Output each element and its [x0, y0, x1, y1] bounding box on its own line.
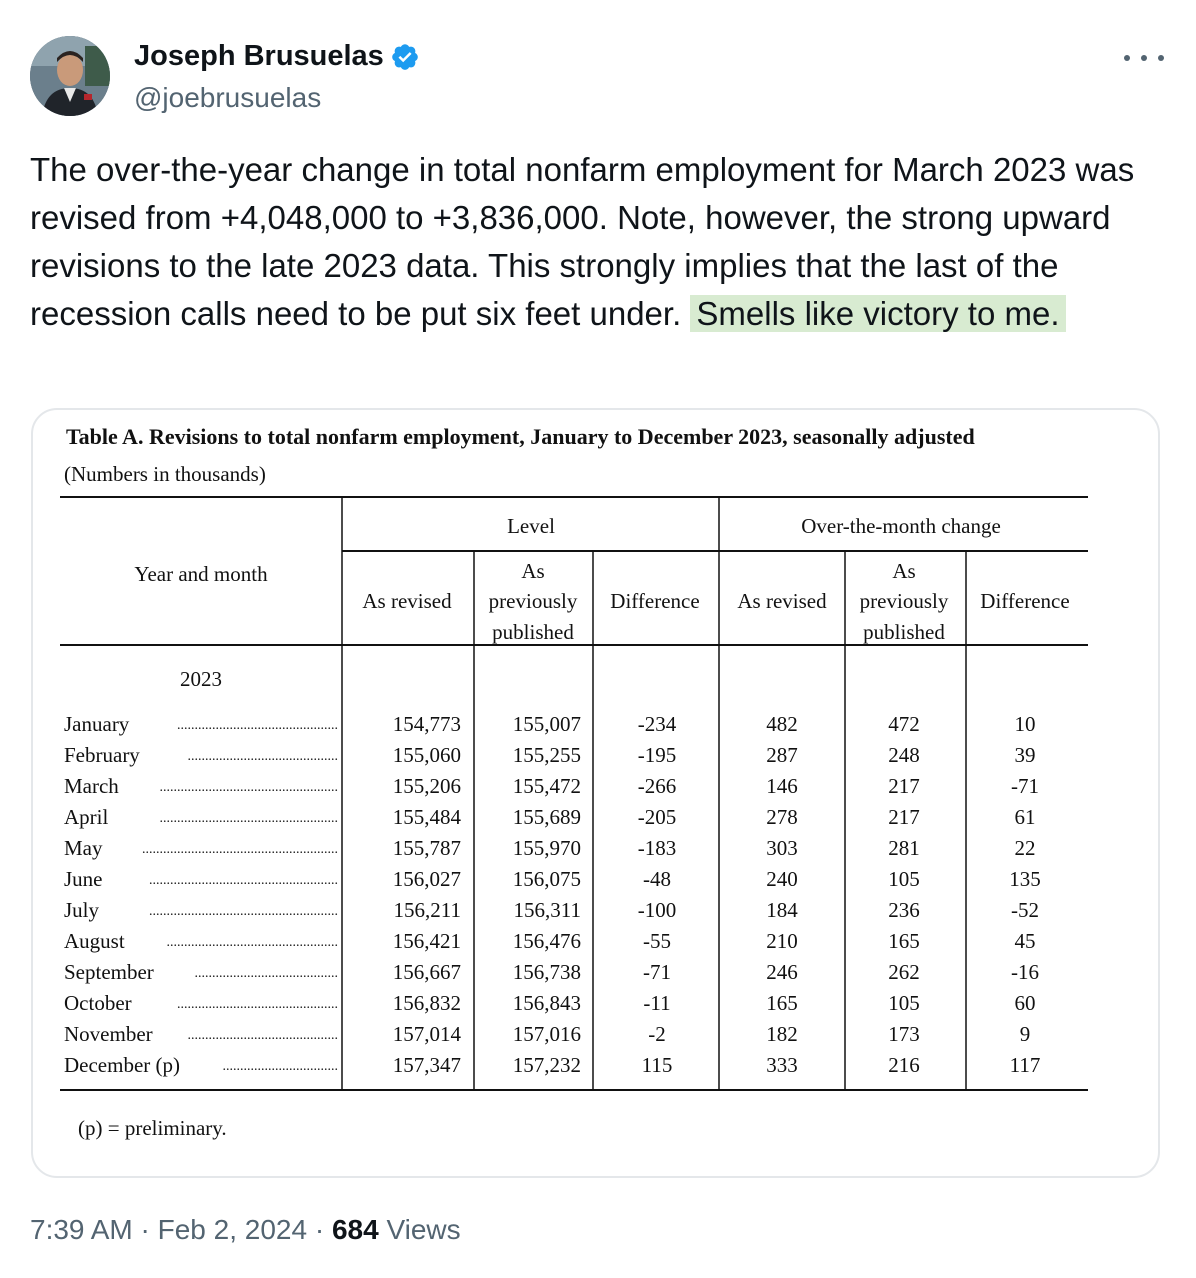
- cell-lvl-prev: 157,016: [512, 1022, 581, 1046]
- cell-lvl-rev: 154,773: [392, 712, 461, 736]
- cell-chg-diff: 135: [1009, 867, 1041, 891]
- cell-lvl-prev: 155,007: [512, 712, 581, 736]
- header-over-the-month: Over-the-month change: [801, 514, 1001, 538]
- cell-chg-prev: 216: [888, 1053, 920, 1077]
- cell-lvl-diff: -2: [648, 1022, 666, 1046]
- cell-chg-rev: 482: [766, 712, 798, 736]
- cell-chg-rev: 303: [766, 836, 798, 860]
- tweet-header: [30, 36, 1170, 120]
- cell-lvl-diff: -55: [643, 929, 671, 953]
- cell-chg-rev: 287: [766, 743, 798, 767]
- row-leader-dots: ...................................................: [159, 811, 338, 826]
- cell-lvl-rev: 156,211: [393, 898, 461, 922]
- cell-chg-rev: 146: [766, 774, 798, 798]
- cell-chg-prev: 281: [888, 836, 920, 860]
- row-leader-dots: .................................................: [166, 935, 338, 950]
- cell-chg-rev: 165: [766, 991, 798, 1015]
- row-leader-dots: ........................................................: [142, 842, 338, 857]
- tweet-text-highlight: Smells like victory to me.: [690, 295, 1065, 332]
- cell-lvl-rev: 157,014: [392, 1022, 461, 1046]
- cell-chg-prev: 105: [888, 991, 920, 1015]
- row-month: January: [64, 712, 130, 736]
- row-leader-dots: .........................................: [194, 966, 338, 981]
- cell-lvl-prev: 156,311: [513, 898, 581, 922]
- cell-lvl-rev: 155,484: [392, 805, 461, 829]
- cell-chg-prev: 173: [888, 1022, 920, 1046]
- cell-chg-prev: 262: [888, 960, 920, 984]
- table-subtitle: (Numbers in thousands): [64, 462, 266, 486]
- row-month: November: [64, 1022, 153, 1046]
- table-row: [64, 1053, 1040, 1077]
- table-row: [64, 960, 1039, 984]
- cell-lvl-rev: 155,206: [392, 774, 461, 798]
- cell-chg-prev: 165: [888, 929, 920, 953]
- row-month: September: [64, 960, 154, 984]
- cell-lvl-prev: 156,476: [512, 929, 581, 953]
- tweet-text-main: The over-the-year change in total nonfarm employment for March 2023 was revised from +4,048,000 to +3,836,000. Note, however, the strong upward revisions to the late 2023 data. This strongly implies that the last of the recession calls need to be put six feet under.: [30, 151, 1135, 332]
- header-level-prev-2: previously: [488, 589, 578, 613]
- cell-lvl-diff: -71: [643, 960, 671, 984]
- cell-lvl-rev: 156,832: [392, 991, 461, 1015]
- row-month: October: [64, 991, 132, 1015]
- cell-chg-diff: 39: [1014, 743, 1036, 767]
- cell-chg-diff: -52: [1011, 898, 1039, 922]
- row-leader-dots: ......................................................: [149, 873, 338, 888]
- table-title: Table A. Revisions to total nonfarm employment, January to December 2023, seasonally adjusted: [66, 424, 975, 449]
- cell-lvl-prev: 156,843: [512, 991, 581, 1015]
- cell-chg-prev: 472: [888, 712, 920, 736]
- meta-separator: ·: [314, 1214, 325, 1245]
- table-row: [64, 712, 1036, 736]
- cell-lvl-diff: -48: [643, 867, 671, 891]
- avatar[interactable]: [30, 36, 110, 116]
- table-row: [64, 929, 1036, 953]
- cell-lvl-rev: 156,667: [392, 960, 461, 984]
- header-level-revised: As revised: [362, 589, 452, 613]
- row-leader-dots: ...................................................: [159, 780, 338, 795]
- cell-lvl-prev: 155,255: [512, 743, 581, 767]
- header-change-prev-2: previously: [859, 589, 949, 613]
- cell-lvl-diff: -11: [643, 991, 671, 1015]
- media-card[interactable]: [31, 408, 1160, 1178]
- cell-chg-rev: 184: [766, 898, 798, 922]
- header-level-prev-3: published: [492, 620, 574, 644]
- cell-lvl-diff: -183: [637, 836, 677, 860]
- author-handle[interactable]: @joebrusuelas: [134, 82, 322, 113]
- table-header: [134, 514, 1069, 691]
- row-leader-dots: ...........................................: [187, 1028, 338, 1043]
- cell-lvl-diff: -100: [637, 898, 677, 922]
- cell-lvl-prev: 156,075: [512, 867, 581, 891]
- row-month: June: [64, 867, 103, 891]
- row-month: March: [64, 774, 119, 798]
- header-change-prev-3: published: [863, 620, 945, 644]
- cell-chg-diff: 9: [1019, 1022, 1031, 1046]
- row-month: August: [64, 929, 125, 953]
- cell-lvl-diff: -266: [637, 774, 677, 798]
- header-level-diff: Difference: [610, 589, 700, 613]
- cell-chg-prev: 217: [888, 805, 920, 829]
- row-leader-dots: .................................: [222, 1059, 338, 1074]
- cell-chg-diff: 22: [1014, 836, 1036, 860]
- tweet-text: [30, 146, 1170, 338]
- row-month: July: [64, 898, 100, 922]
- tweet-meta: [30, 1214, 461, 1246]
- revisions-table: [33, 410, 1158, 1110]
- row-leader-dots: ..............................................: [177, 718, 338, 733]
- header-level-prev-1: As: [521, 559, 545, 583]
- table-body: [64, 712, 1041, 1077]
- year-label: 2023: [180, 667, 222, 691]
- cell-chg-prev: 105: [888, 867, 920, 891]
- cell-chg-diff: 61: [1014, 805, 1036, 829]
- cell-chg-rev: 278: [766, 805, 798, 829]
- table-row: [64, 991, 1036, 1015]
- header-level: Level: [507, 514, 555, 538]
- cell-lvl-rev: 155,787: [392, 836, 461, 860]
- table-row: [64, 774, 1039, 798]
- cell-chg-rev: 246: [766, 960, 798, 984]
- meta-separator: ·: [140, 1214, 150, 1245]
- cell-chg-diff: 45: [1014, 929, 1036, 953]
- cell-chg-prev: 236: [888, 898, 920, 922]
- row-leader-dots: ..............................................: [177, 997, 338, 1012]
- cell-lvl-diff: -234: [637, 712, 677, 736]
- tweet-date[interactable]: Feb 2, 2024: [157, 1214, 308, 1245]
- cell-chg-rev: 240: [766, 867, 798, 891]
- cell-lvl-rev: 155,060: [392, 743, 461, 767]
- header-year-month: Year and month: [134, 562, 268, 586]
- cell-lvl-prev: 155,689: [512, 805, 581, 829]
- cell-chg-diff: 60: [1014, 991, 1036, 1015]
- cell-chg-rev: 182: [766, 1022, 798, 1046]
- cell-chg-diff: 117: [1009, 1053, 1041, 1077]
- cell-chg-prev: 217: [888, 774, 920, 798]
- row-month: May: [64, 836, 103, 860]
- tweet-time[interactable]: 7:39 AM: [30, 1214, 133, 1245]
- cell-lvl-prev: 157,232: [512, 1053, 581, 1077]
- row-leader-dots: ......................................................: [149, 904, 338, 919]
- row-month: February: [64, 743, 140, 767]
- row-month: December (p): [64, 1053, 181, 1077]
- cell-lvl-diff: -205: [637, 805, 677, 829]
- table-row: [64, 898, 1039, 922]
- views-label: Views: [386, 1214, 461, 1245]
- cell-chg-prev: 248: [888, 743, 920, 767]
- table-row: [64, 867, 1041, 891]
- cell-lvl-prev: 155,472: [512, 774, 581, 798]
- cell-chg-rev: 333: [766, 1053, 798, 1077]
- table-row: [64, 743, 1036, 767]
- header-change-diff: Difference: [980, 589, 1070, 613]
- views-count: 684: [331, 1214, 379, 1245]
- cell-lvl-diff: 115: [641, 1053, 673, 1077]
- table-footnote: (p) = preliminary.: [78, 1116, 227, 1140]
- cell-lvl-rev: 156,027: [392, 867, 461, 891]
- row-month: April: [64, 805, 109, 829]
- verified-badge-icon: [390, 42, 420, 72]
- table-row: [64, 836, 1036, 860]
- header-change-prev-1: As: [892, 559, 916, 583]
- author-name[interactable]: Joseph Brusuelas: [134, 40, 384, 72]
- cell-lvl-rev: 156,421: [392, 929, 461, 953]
- cell-lvl-rev: 157,347: [392, 1053, 461, 1077]
- more-horizontal-icon[interactable]: [1124, 46, 1164, 70]
- cell-chg-diff: 10: [1014, 712, 1036, 736]
- table-row: [64, 805, 1036, 829]
- cell-lvl-prev: 156,738: [512, 960, 581, 984]
- table-row: [64, 1022, 1030, 1046]
- row-leader-dots: ...........................................: [187, 749, 338, 764]
- cell-chg-rev: 210: [766, 929, 798, 953]
- avatar-image: [30, 36, 110, 116]
- header-change-revised: As revised: [737, 589, 827, 613]
- cell-lvl-prev: 155,970: [512, 836, 581, 860]
- cell-lvl-diff: -195: [637, 743, 677, 767]
- cell-chg-diff: -71: [1011, 774, 1039, 798]
- cell-chg-diff: -16: [1011, 960, 1039, 984]
